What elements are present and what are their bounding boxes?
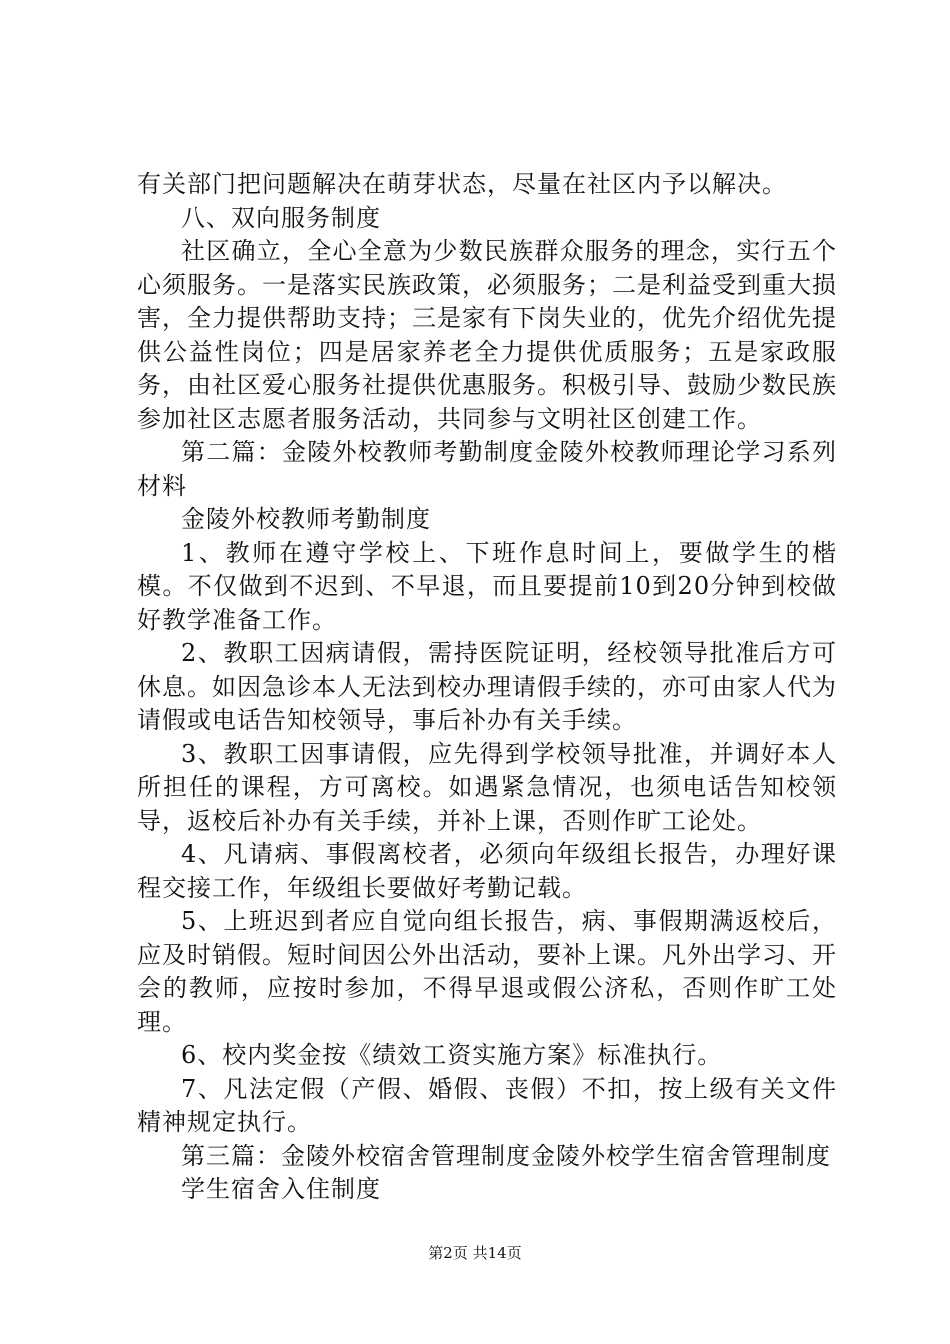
rule-item-5: 5、上班迟到者应自觉向组长报告，病、事假期满返校后，应及时销假。短时间因公外出活动，要补上课。凡外出学习、开会的教师，应按时参加，不得早退或假公济私，否则作旷工处理。: [137, 907, 837, 1036]
paragraph-continuation: 有关部门把问题解决在萌芽状态，尽量在社区内予以解决。: [137, 170, 787, 198]
rule-item-7: 7、凡法定假（产假、婚假、丧假）不扣，按上级有关文件精神规定执行。: [137, 1074, 837, 1136]
document-body: [137, 168, 837, 1207]
section-heading-two-way-service: 八、双向服务制度: [181, 203, 381, 232]
rule-item-2: 2、教职工因病请假，需持医院证明，经校领导批准后方可休息。如因急诊本人无法到校办理请假手续的，亦可由家人代为请假或电话告知校领导，事后补办有关手续。: [137, 639, 837, 734]
chapter-heading-3: 第三篇：金陵外校宿舍管理制度金陵外校学生宿舍管理制度: [181, 1141, 831, 1170]
rule-item-1: 1、教师在遵守学校上、下班作息时间上，要做学生的楷模。不仅做到不迟到、不早退，而且要提前10到20分钟到校做好教学准备工作。: [137, 538, 837, 634]
rule-item-6: 6、校内奖金按《绩效工资实施方案》标准执行。: [181, 1041, 723, 1069]
subheading-attendance-system: 金陵外校教师考勤制度: [181, 505, 431, 533]
chapter-heading-2: 第二篇：金陵外校教师考勤制度金陵外校教师理论学习系列材料: [137, 438, 837, 500]
subheading-dorm-checkin: 学生宿舍入住制度: [181, 1175, 381, 1203]
page-number-footer: 第2页 共14页: [428, 1244, 522, 1262]
rule-item-4: 4、凡请病、事假离校者，必须向年级组长报告，办理好课程交接工作，年级组长要做好考勤记载。: [137, 840, 837, 902]
paragraph-service-system: 社区确立，全心全意为少数民族群众服务的理念，实行五个心须服务。一是落实民族政策，必须服务；二是利益受到重大损害，全力提供帮助支持；三是家有下岗失业的，优先介绍优先提供公益性岗位；四是居家养老全力提供优质服务；五是家政服务，由社区爱心服务社提供优惠服务。积极引导、鼓励少数民族参加社区志愿者服务活动，共同参与文明社区创建工作。: [137, 237, 837, 433]
rule-item-3: 3、教职工因事请假，应先得到学校领导批准，并调好本人所担任的课程，方可离校。如遇紧急情况，也须电话告知校领导，返校后补办有关手续，并补上课，否则作旷工论处。: [137, 739, 837, 835]
